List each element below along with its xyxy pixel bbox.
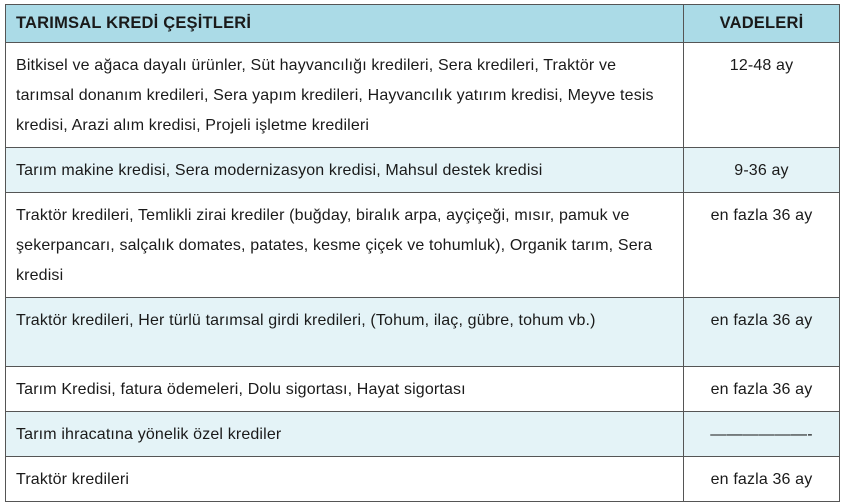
credit-type-cell: Traktör kredileri [6, 457, 684, 502]
term-cell: 12-48 ay [684, 43, 840, 148]
term-cell: 9-36 ay [684, 148, 840, 193]
table-header-row [6, 5, 840, 43]
term-cell: en fazla 36 ay [684, 298, 840, 367]
credit-type-cell: Tarım Kredisi, fatura ödemeleri, Dolu sigortası, Hayat sigortası [6, 367, 684, 412]
term-cell: en fazla 36 ay [684, 457, 840, 502]
header-terms: VADELERİ [684, 5, 840, 43]
credit-type-cell: Tarım makine kredisi, Sera modernizasyon kredisi, Mahsul destek kredisi [6, 148, 684, 193]
credit-type-cell: Tarım ihracatına yönelik özel krediler [6, 412, 684, 457]
table-row [6, 43, 840, 148]
table-row [6, 367, 840, 412]
credit-type-cell: Traktör kredileri, Temlikli zirai krediler (buğday, biralık arpa, ayçiçeği, mısır, pamuk ve şekerpancarı, salçalık domates, patates, kesme çiçek ve tohumluk), Organik tarım, Sera kredisi [6, 193, 684, 298]
table-row [6, 193, 840, 298]
credit-types-table [5, 4, 840, 502]
header-credit-types: TARIMSAL KREDİ ÇEŞİTLERİ [6, 5, 684, 43]
table-row [6, 148, 840, 193]
table-row [6, 457, 840, 502]
credit-type-cell: Traktör kredileri, Her türlü tarımsal girdi kredileri, (Tohum, ilaç, gübre, tohum vb.) [6, 298, 684, 367]
credit-type-cell: Bitkisel ve ağaca dayalı ürünler, Süt hayvancılığı kredileri, Sera kredileri, Traktör ve tarımsal donanım kredileri, Sera yapım kredileri, Hayvancılık yatırım kredisi, Meyve tesis kredisi, Arazi alım kredisi, Projeli işletme kredileri [6, 43, 684, 148]
term-cell: en fazla 36 ay [684, 193, 840, 298]
table-row [6, 298, 840, 367]
term-cell: en fazla 36 ay [684, 367, 840, 412]
table-row [6, 412, 840, 457]
term-cell: ——————- [684, 412, 840, 457]
